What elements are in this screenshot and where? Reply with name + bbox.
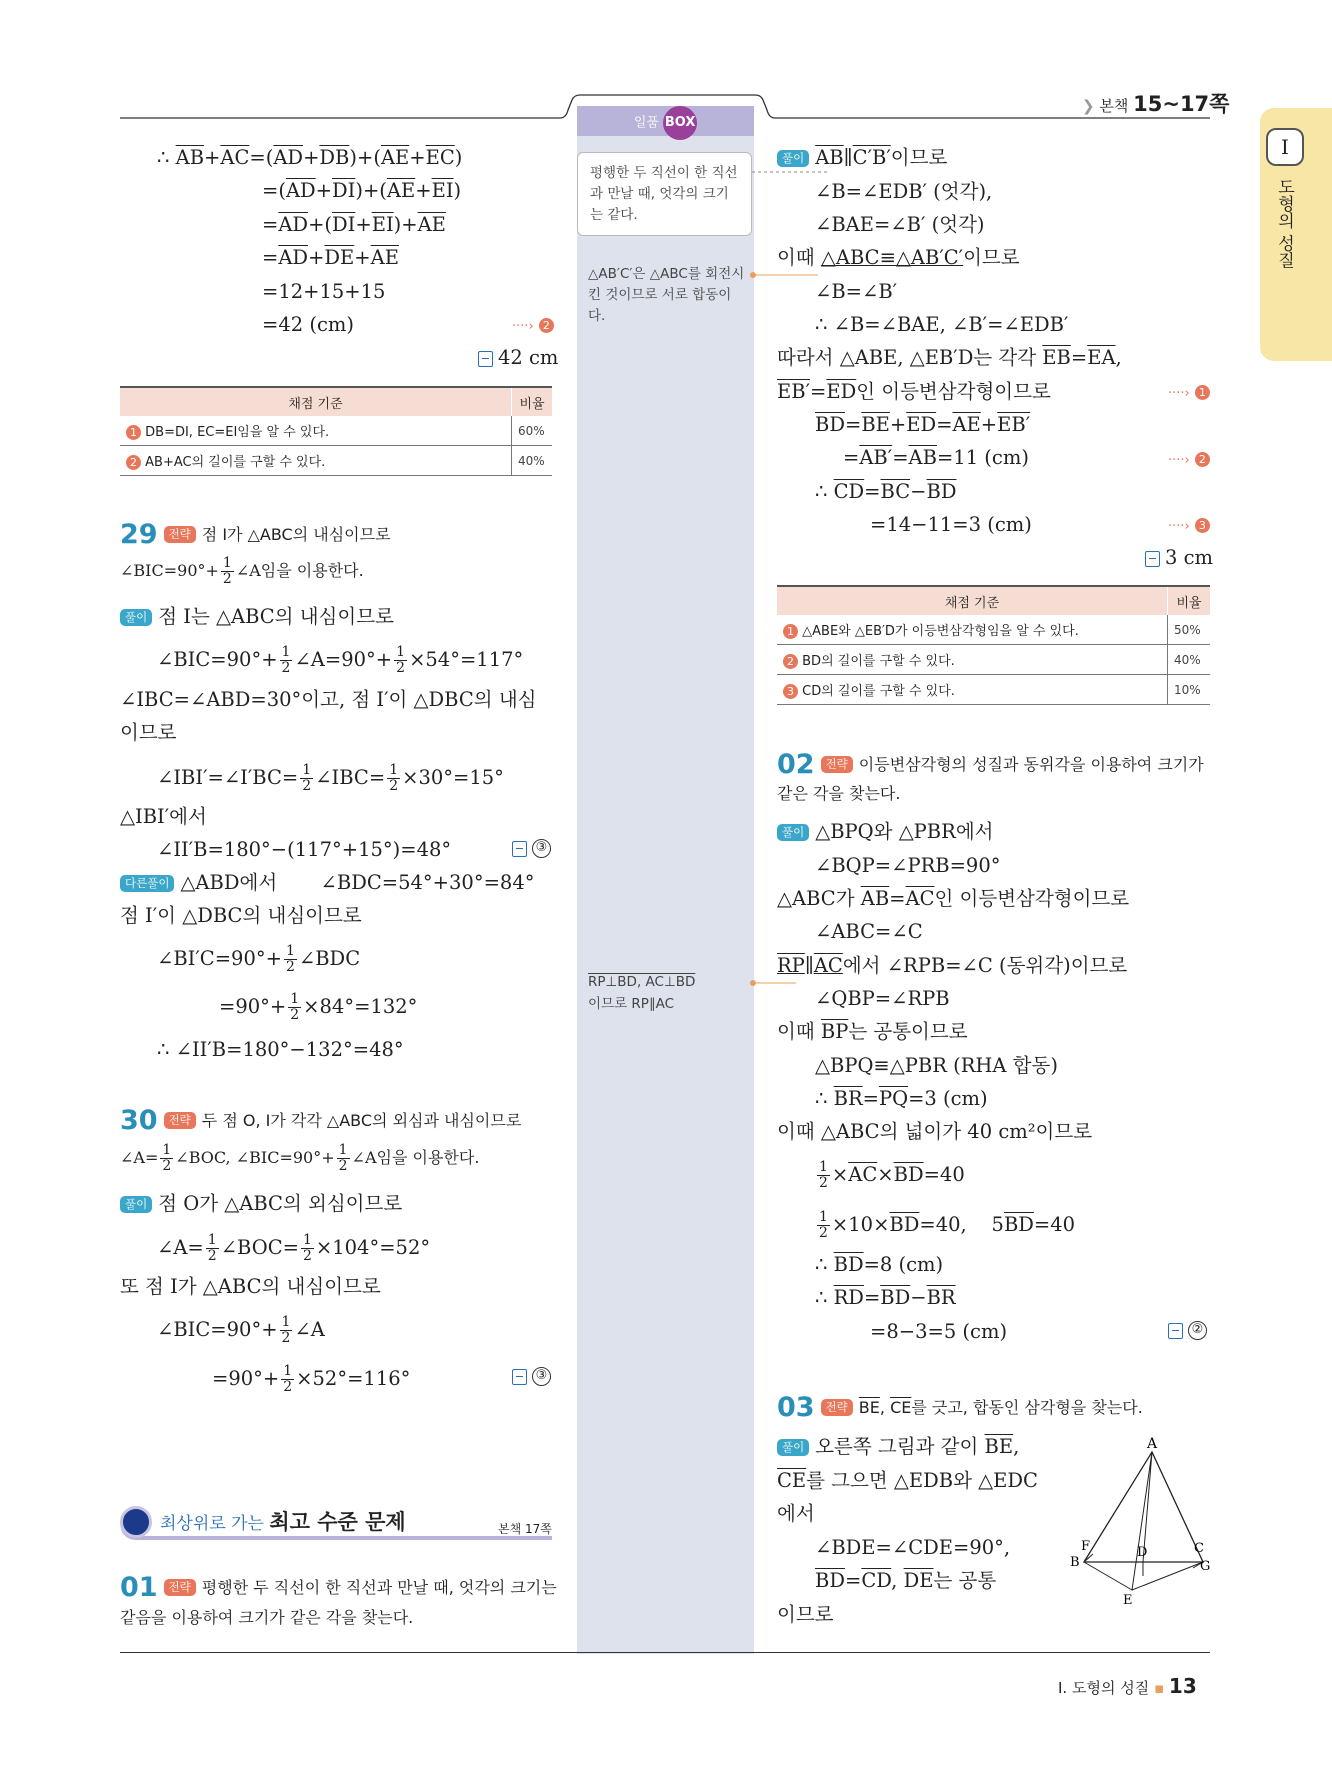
box-note-2: △AB′C′은 △ABC를 회전시킨 것이므로 서로 합동이다.: [588, 266, 745, 324]
problem-30: 30 전략 두 점 O, I가 각각 △ABC의 외심과 내심이므로: [120, 1104, 522, 1136]
answer-prev: 42 cm: [478, 346, 558, 370]
svg-text:D: D: [1137, 1545, 1148, 1560]
box-header: 일품 BOX: [577, 106, 754, 136]
svg-text:B: B: [1070, 1555, 1080, 1570]
answer-01: 3 cm: [1145, 546, 1213, 570]
page-range: ❯ 본책 15~17쪽: [1082, 92, 1230, 116]
score-table-2: 채점 기준 비율 1 △ABE와 △EB′D가 이등변삼각형임을 알 수 있다. 50% 2 BD의 길이를 구할 수 있다. 40% 3 CD의 길이를 구할 수 있다. 10%: [777, 585, 1210, 705]
footer: I. 도형의 성질 ▪ 13: [1058, 1674, 1197, 1698]
problem-29: 29 전략 점 I가 △ABC의 내심이므로: [120, 518, 391, 550]
problem-02: 02 전략 이등변삼각형의 성질과 동위각을 이용하여 크기가: [777, 748, 1204, 780]
answer-icon: [512, 841, 527, 857]
section-title: 최상위로 가는 최고 수준 문제: [160, 1510, 406, 1534]
svg-text:G: G: [1200, 1559, 1211, 1574]
box-note-3b: 이므로 RP∥AC: [588, 996, 675, 1012]
box-note-1: 평행한 두 직선이 한 직선과 만날 때, 엇각의 크기는 같다.: [577, 152, 752, 236]
answer-icon: [512, 1369, 527, 1385]
section-dot: [120, 1506, 152, 1538]
svg-text:E: E: [1123, 1593, 1133, 1606]
answer-icon: [1168, 1323, 1183, 1339]
box-badge: BOX: [663, 106, 697, 140]
chapter-tab-roman: I: [1266, 128, 1304, 166]
section-ref: 본책 17쪽: [498, 1522, 552, 1536]
triangle-figure: [1065, 1436, 1225, 1606]
problem-01: 01 전략 평행한 두 직선이 한 직선과 만날 때, 엇각의 크기는: [120, 1571, 557, 1603]
connector-2: [748, 270, 820, 280]
box-column: [577, 106, 754, 1654]
problem-03: 03 전략 $\overline{BE}$, $\overline{CE}$를 긋고, 합동인 삼각형을 찾는다.: [777, 1391, 1143, 1423]
chapter-tab-title: 도형의 성질: [1274, 178, 1294, 269]
svg-text:A: A: [1147, 1436, 1158, 1452]
svg-text:F: F: [1081, 1539, 1091, 1554]
answer-icon: [478, 351, 493, 367]
connector-3: [748, 978, 798, 988]
svg-text:C: C: [1194, 1541, 1204, 1556]
box-note-3a: RP⊥BD, AC⊥BD: [588, 974, 696, 990]
answer-icon: [1145, 551, 1160, 567]
score-table-1: 채점 기준 비율 1 DB=DI, EC=EI임을 알 수 있다. 60% 2 AB+AC의 길이를 구할 수 있다. 40%: [120, 386, 552, 476]
footer-rule: [120, 1652, 1210, 1653]
